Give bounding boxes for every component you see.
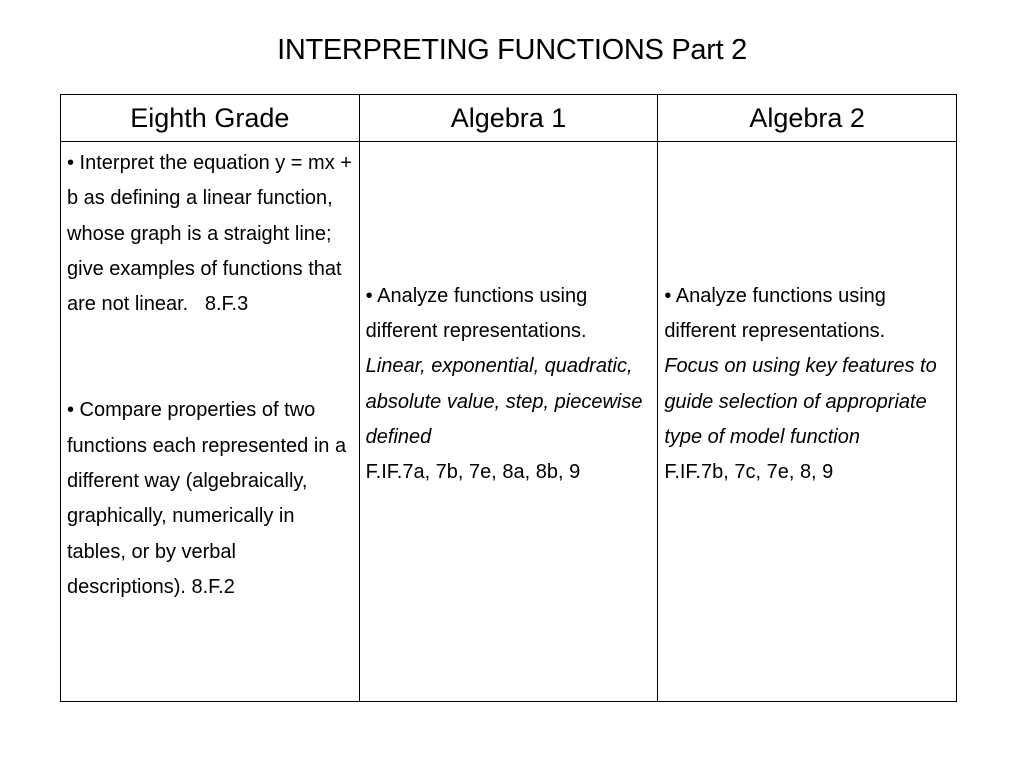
algebra-2-standard: • Analyze functions using different representations. — [664, 284, 886, 342]
header-algebra-2: Algebra 2 — [658, 95, 957, 142]
algebra-2-focus-note: Focus on using key features to guide selection of appropriate type of model function — [664, 355, 937, 448]
eighth-grade-standard-1-text: • Interpret the equation y = mx + b as defining a linear function, whose graph is a straight line; give examples of functions that are not linear. — [67, 152, 352, 316]
eighth-grade-standard-1 — [67, 146, 354, 322]
algebra-1-codes: F.IF.7a, 7b, 7e, 8a, 8b, 9 — [365, 461, 581, 484]
header-eighth-grade: Eighth Grade — [61, 95, 360, 142]
algebra-2-cell — [658, 142, 957, 702]
algebra-1-focus-note: Linear, exponential, quadratic, absolute value, step, piecewise defined — [365, 355, 643, 448]
eighth-grade-standard-1-code: 8.F.3 — [188, 293, 249, 316]
standards-table — [60, 94, 957, 702]
algebra-1-cell — [359, 142, 658, 702]
algebra-1-standard: • Analyze functions using different representations. — [365, 284, 588, 342]
content-row — [61, 142, 957, 702]
slide-title: INTERPRETING FUNCTIONS Part 2 — [277, 34, 747, 66]
header-algebra-1: Algebra 1 — [359, 95, 658, 142]
eighth-grade-cell — [61, 142, 360, 702]
algebra-2-content — [664, 279, 951, 491]
algebra-2-codes: F.IF.7b, 7c, 7e, 8, 9 — [664, 461, 834, 484]
standards-spacer — [67, 322, 354, 393]
eighth-grade-standard-2: • Compare properties of two functions each represented in a different way (algebraically, graphically, numerically in tables, or by verbal descriptions). 8.F.2 — [67, 399, 347, 598]
algebra-1-content — [366, 279, 653, 491]
header-row — [61, 95, 957, 142]
